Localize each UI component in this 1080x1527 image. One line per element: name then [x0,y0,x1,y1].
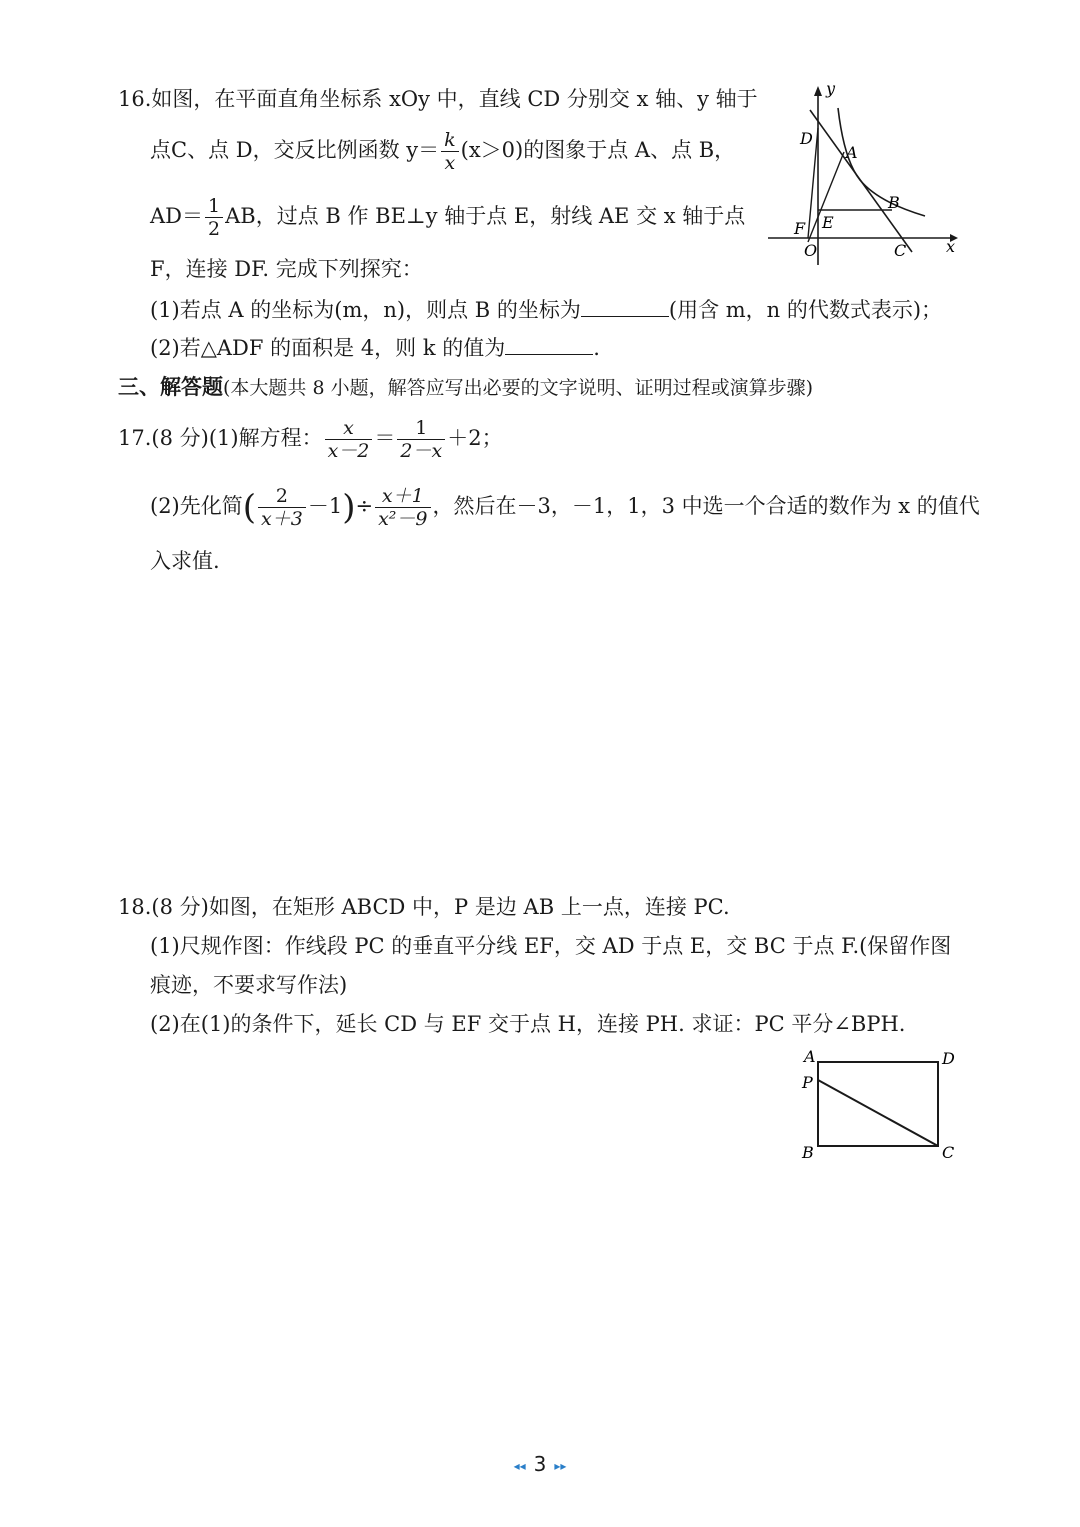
label-c: C [894,241,907,260]
label-a: A [804,1047,816,1066]
label-d: D [800,129,813,148]
fraction-k-over-x: $\frac{k}{x}$ [441,129,459,174]
q16-coordinate-figure [760,80,965,265]
label-p: P [802,1073,813,1092]
q18-line3: 痕迹，不要求写作法) [150,973,348,997]
label-a: A [846,143,858,162]
next-page-icon[interactable]: ▸▸ [554,1458,567,1473]
answer-blank-2[interactable] [505,334,593,355]
section3-header [118,374,813,401]
rectangle-abcd [818,1062,938,1146]
fraction-one-half: $\frac{1}{2}$ [205,195,223,240]
hyperbola-curve [838,108,925,216]
label-x: x [946,237,956,256]
label-f: F [794,219,806,238]
y-axis-arrow [814,86,822,96]
answer-blank-1[interactable] [581,296,669,317]
q16-part1: (1)若点 A 的坐标为(m，n)，则点 B 的坐标为 (用含 m，n 的代数式表示)； [150,298,943,322]
segment-pc [818,1080,938,1146]
label-d: D [942,1049,955,1068]
q17-part1: 17.(8 分)(1)解方程： $\frac{x}{x-2}$ ＝ $\frac{1}{2-x}$ ＋2； [118,417,503,462]
q16-line2: 点C、点 D，交反比例函数 y＝ $\frac{k}{x}$ (x＞0)的图象于点 A、点 B， [150,129,736,174]
page-number: 3 [533,1452,547,1476]
label-o: O [804,241,818,260]
q18-rectangle-figure [798,1046,968,1166]
section3-title: 三、解答题 [118,374,223,399]
page-footer [0,1452,1080,1476]
label-b: B [888,193,900,212]
q17-part2: (2)先化简( $\frac{2}{x+3}$ －1)÷ $\frac{x+1}{\text{x²－9}}$ ，然后在－3，－1，1，3 中选一个合适的数作为 x 的值代 [150,485,980,530]
label-c: C [942,1143,955,1162]
q16-number: 16. [118,87,152,111]
prev-page-icon[interactable]: ◂◂ [513,1458,526,1473]
q18-line1: 18.(8 分)如图，在矩形 ABCD 中，P 是边 AB 上一点，连接 PC. [118,895,730,919]
q16-line4: F，连接 DF. 完成下列探究： [150,257,423,281]
label-b: B [802,1143,814,1162]
q17-part2-line2: 入求值. [150,549,220,573]
q18-line2: (1)尺规作图：作线段 PC 的垂直平分线 EF，交 AD 于点 E，交 BC 于点 F.(保留作图 [150,934,952,958]
label-e: E [822,213,834,232]
q16-part2: (2)若△ADF 的面积是 4，则 k 的值为 . [150,336,600,360]
label-y: y [826,80,836,98]
q17-number: 17. [118,426,152,450]
section3-note: (本大题共 8 小题，解答应写出必要的文字说明、证明过程或演算步骤) [223,377,813,399]
q16-line1: 16.如图，在平面直角坐标系 xOy 中，直线 CD 分别交 x 轴、y 轴于 [118,87,758,111]
q18-line4: (2)在(1)的条件下，延长 CD 与 EF 交于点 H，连接 PH. 求证：PC 平分∠BPH. [150,1012,906,1036]
q16-line3: AD＝ $\frac{1}{2}$ AB，过点 B 作 BE⊥y 轴于点 E，射线 AE 交 x 轴于点 [150,195,746,240]
